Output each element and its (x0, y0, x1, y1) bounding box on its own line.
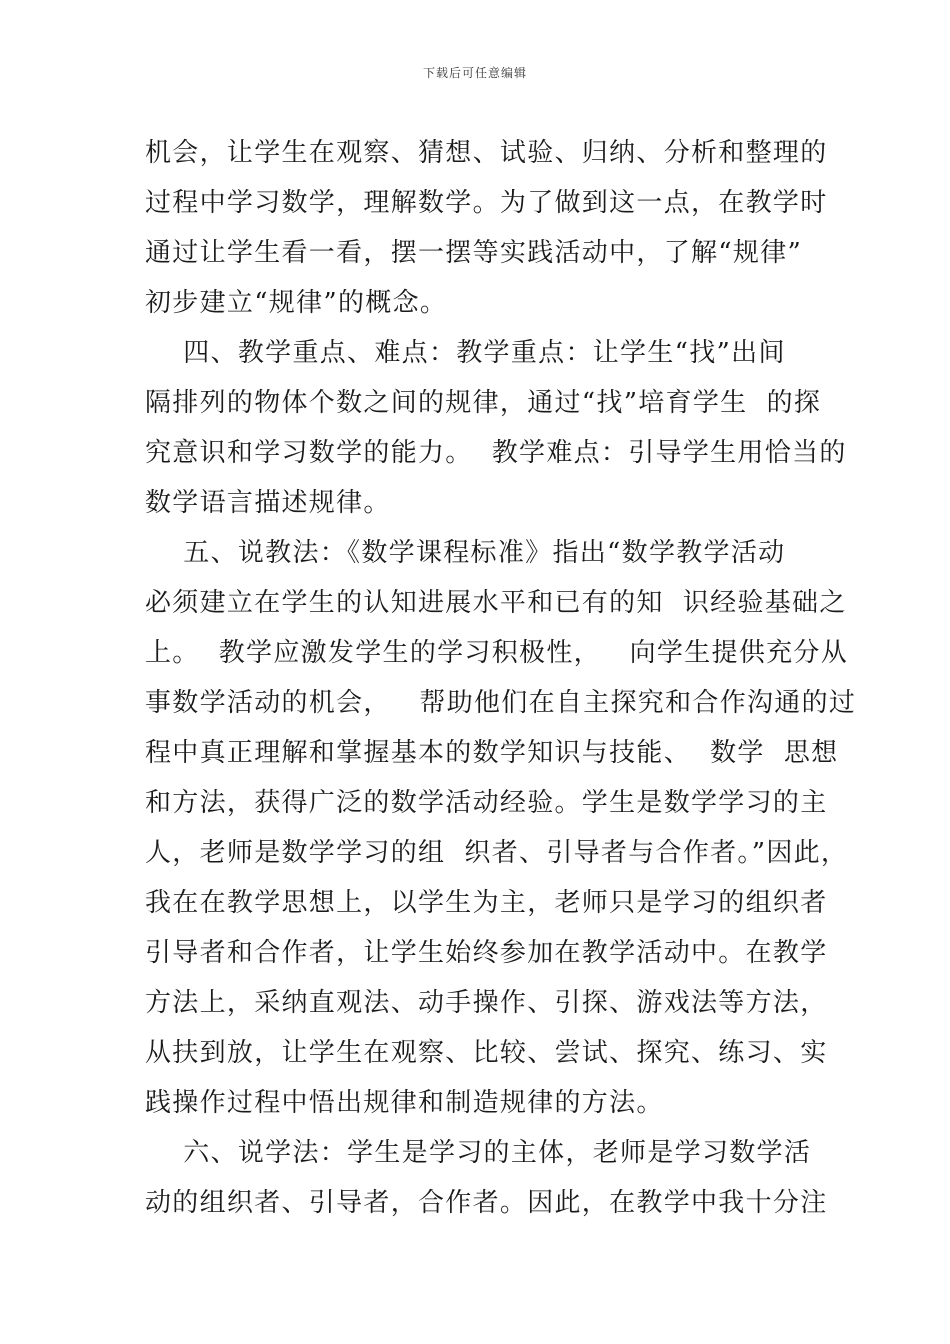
text-line: 上。 教学应激发学生的学习积极性， 向学生提供充分从 (145, 638, 849, 668)
text-line: 方法上，采纳直观法、动手操作、引探、游戏法等方法， (145, 988, 828, 1018)
text-line: 初步建立“规律”的概念。 (145, 288, 448, 318)
text-line: 事数学活动的机会， 帮助他们在自主探究和合作沟通的过 (145, 688, 857, 718)
text-line: 数学语言描述规律。 (145, 488, 391, 518)
text-line: 四、教学重点、难点：教学重点：让学生“找”出间 (145, 338, 786, 368)
text-line: 五、说教法：《数学课程标准》指出“数学教学活动 (145, 538, 786, 568)
document-body (145, 128, 857, 1228)
text-line: 通过让学生看一看，摆一摆等实践活动中，了解“规律” (145, 238, 803, 268)
text-line: 六、说学法：学生是学习的主体，老师是学习数学活 (145, 1138, 812, 1168)
text-line: 和方法，获得广泛的数学活动经验。学生是数学学习的主 (145, 788, 828, 818)
text-line: 究意识和学习数学的能力。 教学难点：引导学生用恰当的 (145, 438, 847, 468)
text-line: 从扶到放，让学生在观察、比较、尝试、探究、练习、实 (145, 1038, 828, 1068)
text-line: 必须建立在学生的认知进展水平和已有的知 识经验基础之 (145, 588, 847, 618)
text-line: 人，老师是数学学习的组 织者、引导者与合作者。”因此， (145, 838, 849, 868)
text-line: 践操作过程中悟出规律和制造规律的方法。 (145, 1088, 664, 1118)
text-line: 隔排列的物体个数之间的规律，通过“找”培育学生 的探 (145, 388, 822, 418)
text-line: 过程中学习数学，理解数学。为了做到这一点，在教学时 (145, 188, 828, 218)
text-line: 机会，让学生在观察、猜想、试验、归纳、分析和整理的 (145, 138, 828, 168)
text-line: 动的组织者、引导者，合作者。因此，在教学中我十分注 (145, 1188, 828, 1218)
text-line: 程中真正理解和掌握基本的数学知识与技能、 数学 思想 (145, 738, 839, 768)
text-line: 我在在教学思想上，以学生为主，老师只是学习的组织者 (145, 888, 828, 918)
text-line: 引导者和合作者，让学生始终参加在教学活动中。在教学 (145, 938, 828, 968)
page-header: 下载后可任意编辑 (422, 66, 527, 80)
